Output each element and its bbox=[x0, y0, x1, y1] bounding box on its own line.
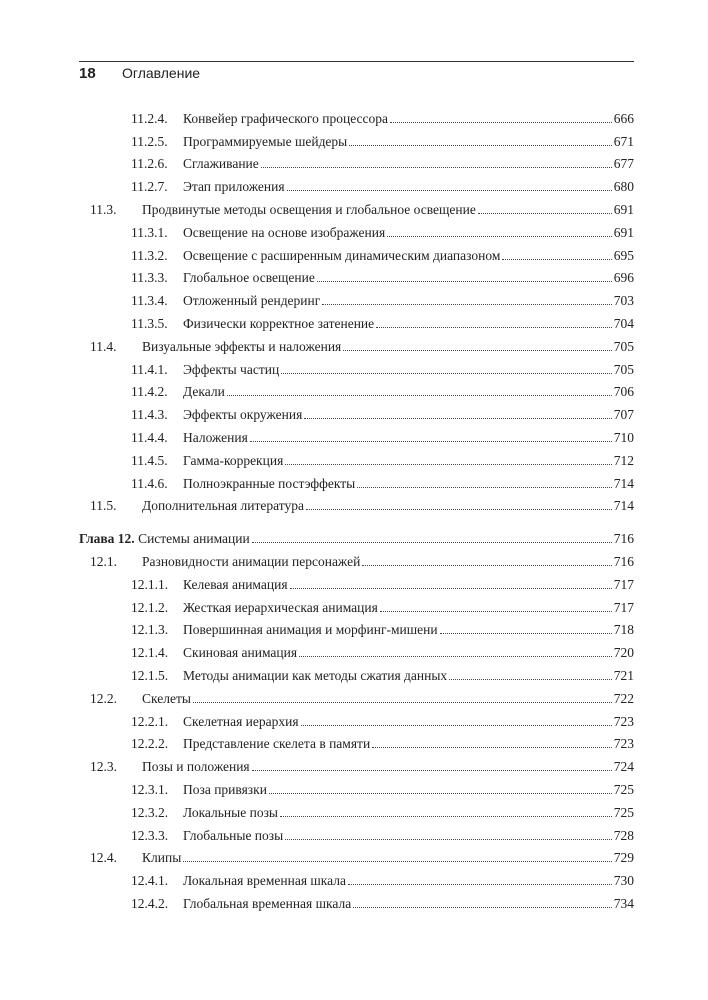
toc-entry-number: 12.1.3. bbox=[131, 622, 169, 638]
toc-entry-number: 11.3. bbox=[90, 201, 117, 217]
toc-entry-number: 12.1.2. bbox=[131, 599, 169, 615]
toc-entry-number: 12.3. bbox=[90, 759, 117, 775]
toc-entry-page: 705 bbox=[613, 338, 634, 354]
toc-entry-page: 677 bbox=[613, 156, 634, 172]
toc-entry[interactable] bbox=[79, 752, 634, 775]
toc-entry[interactable] bbox=[79, 866, 634, 889]
toc-dot-leader bbox=[252, 770, 612, 771]
toc-entry-title: Скиновая анимация bbox=[183, 645, 298, 661]
toc-entry-title: Декали bbox=[183, 384, 225, 400]
toc-entry-title: Этап приложения bbox=[183, 179, 285, 195]
toc-dot-leader bbox=[322, 304, 611, 305]
toc-dot-leader bbox=[317, 281, 612, 282]
toc-entry[interactable] bbox=[79, 309, 634, 332]
toc-dot-leader bbox=[440, 633, 612, 634]
toc-dot-leader bbox=[306, 509, 612, 510]
toc-entry-title: Глобальные позы bbox=[183, 827, 284, 843]
toc-entry-number: 12.1.5. bbox=[131, 667, 169, 683]
toc-entry-number: 12.4.1. bbox=[131, 873, 169, 889]
toc-entry-number: 11.3.3. bbox=[131, 270, 168, 286]
toc-dot-leader bbox=[353, 907, 612, 908]
toc-entry[interactable] bbox=[79, 775, 634, 798]
toc-dot-leader bbox=[301, 725, 612, 726]
toc-entry-title: Эффекты частиц bbox=[183, 361, 280, 377]
toc-dot-leader bbox=[285, 839, 612, 840]
toc-entry-page: 666 bbox=[613, 110, 634, 126]
toc-entry-page: 695 bbox=[613, 247, 634, 263]
toc-dot-leader bbox=[290, 588, 612, 589]
toc-entry-page: 680 bbox=[613, 179, 634, 195]
toc-entry-title: Отложенный рендеринг bbox=[183, 293, 321, 309]
header-page-number: 18 bbox=[79, 65, 96, 82]
toc-entry-page: 716 bbox=[613, 531, 634, 547]
toc-entry-number: 11.4.3. bbox=[131, 407, 168, 423]
toc-entry-title: Скелетная иерархия bbox=[183, 713, 299, 729]
toc-entry-number: 11.3.2. bbox=[131, 247, 168, 263]
toc-entry-number: 11.3.4. bbox=[131, 293, 168, 309]
toc-entry[interactable] bbox=[79, 889, 634, 912]
toc-entry-title: Гамма-коррекция bbox=[183, 452, 284, 468]
toc-entry-title: Наложения bbox=[183, 429, 248, 445]
toc-entry[interactable] bbox=[79, 332, 634, 355]
toc-entry-number: 11.4.1. bbox=[131, 361, 168, 377]
toc-dot-leader bbox=[387, 236, 612, 237]
toc-entry[interactable] bbox=[79, 469, 634, 492]
toc-entry[interactable] bbox=[79, 547, 634, 570]
toc-entry-page: 671 bbox=[613, 133, 634, 149]
toc-entry-title: Повершинная анимация и морфинг-мишени bbox=[183, 622, 438, 638]
toc-entry-page: 703 bbox=[613, 293, 634, 309]
toc-entry-number: 11.4.4. bbox=[131, 429, 168, 445]
toc-entry-number: 12.3.2. bbox=[131, 804, 169, 820]
toc-entry-page: 725 bbox=[613, 804, 634, 820]
toc-entry-title: Методы анимации как методы сжатия данных bbox=[183, 667, 448, 683]
toc-entry[interactable] bbox=[79, 707, 634, 730]
toc-entry-number: 11.2.4. bbox=[131, 110, 168, 126]
toc-entry[interactable] bbox=[79, 355, 634, 378]
toc-entry-number: 11.3.1. bbox=[131, 224, 168, 240]
toc-entry-number: 11.4.6. bbox=[131, 475, 168, 491]
toc-entry[interactable] bbox=[79, 241, 634, 264]
toc-entry[interactable] bbox=[79, 423, 634, 446]
toc-dot-leader bbox=[261, 167, 612, 168]
toc-entry-title: Представление скелета в памяти bbox=[183, 736, 371, 752]
toc-entry-page: 718 bbox=[613, 622, 634, 638]
toc-entry-number: 11.3.5. bbox=[131, 315, 168, 331]
toc-entry-page: 720 bbox=[613, 645, 634, 661]
toc-entry[interactable] bbox=[79, 446, 634, 469]
toc-entry-page: 730 bbox=[613, 873, 634, 889]
toc-dot-leader bbox=[250, 441, 612, 442]
toc-entry-page: 717 bbox=[613, 599, 634, 615]
toc-entry[interactable] bbox=[79, 661, 634, 684]
toc-entry-page: 717 bbox=[613, 576, 634, 592]
toc-entry-title: Эффекты окружения bbox=[183, 407, 303, 423]
toc-entry-title: Освещение на основе изображения bbox=[183, 224, 386, 240]
toc-entry-number: Глава 12. bbox=[79, 531, 135, 547]
toc-entry[interactable] bbox=[79, 798, 634, 821]
toc-dot-leader bbox=[299, 656, 612, 657]
toc-entry-title: Келевая анимация bbox=[183, 576, 288, 592]
toc-entry-number: 11.4.5. bbox=[131, 452, 168, 468]
toc-dot-leader bbox=[281, 373, 612, 374]
toc-entry[interactable] bbox=[79, 730, 634, 753]
toc-entry-page: 706 bbox=[613, 384, 634, 400]
toc-entry[interactable] bbox=[79, 684, 634, 707]
toc-dot-leader bbox=[227, 395, 612, 396]
toc-entry[interactable] bbox=[79, 264, 634, 287]
toc-entry[interactable] bbox=[79, 218, 634, 241]
toc-dot-leader bbox=[376, 327, 612, 328]
toc-entry-page: 734 bbox=[613, 895, 634, 911]
toc-entry[interactable] bbox=[79, 400, 634, 423]
toc-entry-number: 12.2.1. bbox=[131, 713, 169, 729]
toc-entry-page: 716 bbox=[613, 553, 634, 569]
toc-entry[interactable] bbox=[79, 150, 634, 173]
toc-entry-page: 721 bbox=[613, 667, 634, 683]
toc-entry-title: Жесткая иерархическая анимация bbox=[183, 599, 378, 615]
toc-entry-title: Физически корректное затенение bbox=[183, 315, 375, 331]
toc-entry-page: 696 bbox=[613, 270, 634, 286]
toc-entry-page: 691 bbox=[613, 224, 634, 240]
toc-entry-title: Освещение с расширенным динамическим диапазоном bbox=[183, 247, 501, 263]
toc-entry[interactable] bbox=[79, 844, 634, 867]
toc-entry-number: 11.4.2. bbox=[131, 384, 168, 400]
toc-entry-number: 11.4. bbox=[90, 338, 117, 354]
toc-dot-leader bbox=[502, 259, 611, 260]
toc-entry-title: Системы анимации bbox=[134, 531, 250, 547]
toc-entry-number: 12.1.1. bbox=[131, 576, 169, 592]
toc-entry[interactable] bbox=[79, 172, 634, 195]
toc-entry[interactable] bbox=[79, 821, 634, 844]
header-title: Оглавление bbox=[122, 65, 201, 81]
toc-entry-title: Продвинутые методы освещения и глобальное освещение bbox=[142, 201, 476, 217]
toc-entry[interactable] bbox=[79, 127, 634, 150]
page-header bbox=[79, 62, 634, 86]
toc-dot-leader bbox=[183, 861, 611, 862]
toc-dot-leader bbox=[343, 350, 611, 351]
toc-entry-page: 705 bbox=[613, 361, 634, 377]
toc-dot-leader bbox=[287, 190, 612, 191]
toc-entry[interactable] bbox=[79, 570, 634, 593]
toc-dot-leader bbox=[478, 213, 612, 214]
toc-entry-title: Программируемые шейдеры bbox=[183, 133, 348, 149]
toc-dot-leader bbox=[362, 565, 611, 566]
toc-dot-leader bbox=[348, 884, 612, 885]
toc-entry-page: 724 bbox=[613, 759, 634, 775]
toc-dot-leader bbox=[390, 122, 612, 123]
toc-entry-page: 728 bbox=[613, 827, 634, 843]
toc-dot-leader bbox=[280, 816, 612, 817]
toc-dot-leader bbox=[304, 418, 611, 419]
toc-entry-title: Скелеты bbox=[142, 690, 191, 706]
table-of-contents bbox=[79, 104, 634, 912]
toc-entry-title: Позы и положения bbox=[142, 759, 250, 775]
toc-entry-number: 12.1.4. bbox=[131, 645, 169, 661]
toc-entry-page: 723 bbox=[613, 736, 634, 752]
toc-entry-page: 707 bbox=[613, 407, 634, 423]
toc-entry-title: Поза привязки bbox=[183, 781, 267, 797]
toc-chapter-entry[interactable] bbox=[79, 524, 634, 547]
toc-entry-title: Клипы bbox=[142, 850, 182, 866]
toc-dot-leader bbox=[372, 747, 612, 748]
toc-entry-page: 723 bbox=[613, 713, 634, 729]
toc-dot-leader bbox=[269, 793, 612, 794]
toc-dot-leader bbox=[380, 611, 612, 612]
toc-entry[interactable] bbox=[79, 104, 634, 127]
toc-dot-leader bbox=[252, 542, 612, 543]
toc-entry[interactable] bbox=[79, 492, 634, 515]
toc-entry[interactable] bbox=[79, 616, 634, 639]
toc-entry-number: 12.4. bbox=[90, 850, 117, 866]
toc-entry-title: Дополнительная литература bbox=[142, 498, 304, 514]
toc-entry-page: 691 bbox=[613, 201, 634, 217]
toc-entry-title: Полноэкранные постэффекты bbox=[183, 475, 356, 491]
toc-entry-page: 729 bbox=[613, 850, 634, 866]
toc-dot-leader bbox=[357, 487, 612, 488]
toc-entry-number: 11.2.7. bbox=[131, 179, 168, 195]
toc-entry-page: 714 bbox=[613, 475, 634, 491]
toc-entry-page: 722 bbox=[613, 690, 634, 706]
toc-entry-number: 12.4.2. bbox=[131, 895, 169, 911]
toc-entry-title: Глобальная временная шкала bbox=[183, 895, 352, 911]
toc-entry-number: 12.2.2. bbox=[131, 736, 169, 752]
toc-entry[interactable] bbox=[79, 195, 634, 218]
toc-entry-title: Сглаживание bbox=[183, 156, 259, 172]
toc-entry-page: 714 bbox=[613, 498, 634, 514]
toc-entry[interactable] bbox=[79, 593, 634, 616]
toc-entry-page: 710 bbox=[613, 429, 634, 445]
toc-entry-number: 11.2.5. bbox=[131, 133, 168, 149]
toc-entry-title: Локальные позы bbox=[183, 804, 278, 820]
toc-entry[interactable] bbox=[79, 638, 634, 661]
toc-entry-number: 12.3.3. bbox=[131, 827, 169, 843]
toc-entry-title: Визуальные эффекты и наложения bbox=[142, 338, 342, 354]
toc-entry-page: 725 bbox=[613, 781, 634, 797]
toc-entry[interactable] bbox=[79, 378, 634, 401]
toc-entry-title: Разновидности анимации персонажей bbox=[142, 553, 361, 569]
toc-entry-number: 12.1. bbox=[90, 553, 117, 569]
toc-dot-leader bbox=[349, 145, 612, 146]
toc-entry-page: 704 bbox=[613, 315, 634, 331]
toc-entry-page: 712 bbox=[613, 452, 634, 468]
toc-entry-number: 11.2.6. bbox=[131, 156, 168, 172]
toc-entry-title: Локальная временная шкала bbox=[183, 873, 346, 889]
toc-entry-title: Глобальное освещение bbox=[183, 270, 315, 286]
toc-entry-number: 11.5. bbox=[90, 498, 117, 514]
toc-dot-leader bbox=[193, 702, 612, 703]
toc-entry-title: Конвейер графического процессора bbox=[183, 110, 388, 126]
toc-dot-leader bbox=[285, 464, 611, 465]
toc-entry[interactable] bbox=[79, 286, 634, 309]
toc-dot-leader bbox=[449, 679, 612, 680]
toc-entry-number: 12.3.1. bbox=[131, 781, 169, 797]
toc-entry-number: 12.2. bbox=[90, 690, 117, 706]
